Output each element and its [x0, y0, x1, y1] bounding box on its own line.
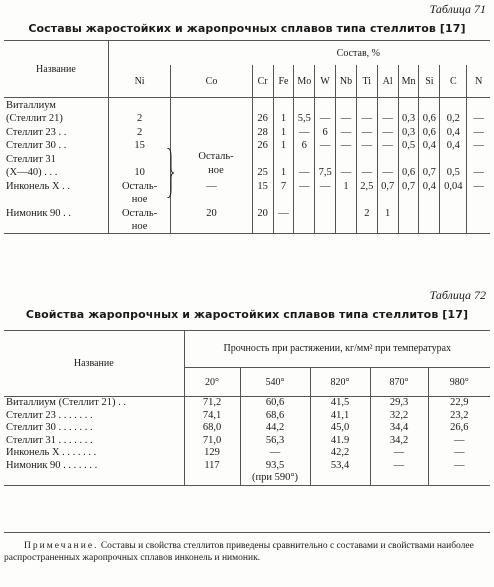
table-row [4, 98, 490, 112]
cell-si: 0,4 [419, 179, 440, 193]
cell-nb: — [336, 112, 357, 126]
element-header-ti: Ti [356, 65, 377, 98]
cell-cr: 26 [252, 112, 273, 126]
row-name: Инконель X . . . . . . . [6, 447, 97, 459]
cell-mn: 0,5 [398, 139, 419, 153]
footnote-540: (при 590°) [240, 472, 310, 485]
cell-co: — [171, 179, 252, 193]
cell-ni [108, 152, 171, 166]
cell-value: 29,3 [370, 397, 428, 410]
table-72-title: Свойства жаропрочных и жаростойких сплавов типа стеллитов [17] [25, 308, 469, 321]
element-header-fe: Fe [273, 65, 294, 98]
cell-ni [108, 98, 171, 112]
column-header-strength: Прочность при растяжении, кг/мм² при температурах [184, 331, 490, 368]
cell-mn: 0,3 [398, 112, 419, 126]
cell-fe: 1 [273, 139, 294, 153]
cell-al: 0,7 [377, 179, 398, 193]
table-row: ное [4, 220, 490, 234]
brace-icon [166, 148, 174, 198]
row-name: Стеллит 31 [6, 153, 56, 165]
cell-mo [294, 98, 315, 112]
cell-n [467, 152, 490, 166]
cell-c [440, 152, 467, 166]
row-name: (Стеллит 21) [6, 113, 63, 124]
cell-w [315, 98, 336, 112]
row-name: Стеллит 30 . . [6, 140, 67, 151]
cell-ni: 2 [108, 112, 171, 126]
cell-value: 56,3 [240, 435, 310, 448]
temp-header: 820° [310, 368, 370, 397]
cell-al: — [377, 112, 398, 126]
cell-ti: — [356, 125, 377, 139]
cell-value: 32,2 [370, 410, 428, 423]
note-text: Составы и свойства стеллитов приведены сравнительно с составами и свойствами наиболее распространенных жаропрочных сплавов инконель и нимоник. [4, 541, 474, 563]
cell-mo [294, 152, 315, 166]
cell-value: 23,2 [428, 410, 490, 423]
table-row [4, 125, 490, 139]
cell-value [184, 472, 240, 485]
cell-ni: Осталь- [108, 206, 171, 220]
cell-w: — [315, 179, 336, 193]
divider [4, 532, 490, 533]
cell-w [315, 206, 336, 220]
cell-fe [273, 98, 294, 112]
element-header-nb: Nb [336, 65, 357, 98]
element-header-co: Co [171, 65, 252, 98]
element-header-cr: Cr [252, 65, 273, 98]
cell-c: 0,04 [440, 179, 467, 193]
column-header-name: Название [4, 331, 184, 397]
cell-c: 0,4 [440, 125, 467, 139]
cell-c [440, 206, 467, 220]
table-row [4, 410, 490, 423]
cell-al: 1 [377, 206, 398, 220]
row-name: Стеллит 23 . . . . . . . [6, 409, 93, 421]
cell-value: 41,5 [310, 397, 370, 410]
cell-value: 60,6 [240, 397, 310, 410]
cell-fe [273, 152, 294, 166]
temp-header: 980° [428, 368, 490, 397]
table-row [4, 435, 490, 448]
cell-n: — [467, 139, 490, 153]
row-name: Виталлиум [6, 99, 56, 111]
cell-al: — [377, 139, 398, 153]
cell-c [440, 98, 467, 112]
table-row [4, 179, 490, 193]
temp-header: 540° [240, 368, 310, 397]
cell-value: 41,1 [310, 410, 370, 423]
cell-n [467, 206, 490, 220]
cell-ni: 10 [108, 166, 171, 180]
cell-value: 71,2 [184, 397, 240, 410]
cell-ti: — [356, 112, 377, 126]
cell-si: 0,7 [419, 166, 440, 180]
cell-value: 45,0 [310, 422, 370, 435]
cell-mn: 0,6 [398, 166, 419, 180]
cell-mo: — [294, 125, 315, 139]
cell-ti: 2,5 [356, 179, 377, 193]
cell-cr: 28 [252, 125, 273, 139]
cell-cr: 26 [252, 139, 273, 153]
cell-cr [252, 152, 273, 166]
cell-value: 34,2 [370, 435, 428, 448]
table-71-caption: Таблица 71 [429, 2, 486, 16]
cell-cr: 15 [252, 179, 273, 193]
cell-ni: Осталь- [108, 179, 171, 193]
cell-value [370, 472, 428, 485]
cell-c: 0,4 [440, 139, 467, 153]
table-row [4, 397, 490, 410]
cell-mo: 6 [294, 139, 315, 153]
cell-value: 26,6 [428, 422, 490, 435]
cell-fe: 7 [273, 179, 294, 193]
cell-cr [252, 98, 273, 112]
cell-al: — [377, 125, 398, 139]
cell-fe: 1 [273, 125, 294, 139]
cell-co [171, 125, 252, 139]
table-72-caption: Таблица 72 [429, 288, 486, 302]
cell-si: 0,6 [419, 112, 440, 126]
table-71 [4, 40, 490, 234]
column-header-name: Название [4, 41, 108, 98]
note-lead: Примечание. [24, 541, 99, 551]
cell-value: — [240, 447, 310, 460]
cell-mo: — [294, 166, 315, 180]
row-name: Нимоник 90 . . . . . . . [6, 459, 98, 471]
cell-value: — [428, 435, 490, 448]
cell-n: — [467, 125, 490, 139]
cell-value: — [370, 460, 428, 473]
cell-cr: 20 [252, 206, 273, 220]
cell-mo [294, 206, 315, 220]
cell-value: — [370, 447, 428, 460]
element-header-mo: Mo [294, 65, 315, 98]
cell-nb: — [336, 166, 357, 180]
cell-value: 129 [184, 447, 240, 460]
cell-value: 42,2 [310, 447, 370, 460]
cell-mn [398, 152, 419, 166]
co-remainder-label: Осталь- ное [198, 151, 234, 176]
cell-n: — [467, 112, 490, 126]
cell-n [467, 98, 490, 112]
cell-value: 117 [184, 460, 240, 473]
cell-mn [398, 206, 419, 220]
cell-mo: — [294, 179, 315, 193]
row-name: (X—40) . . . [6, 167, 58, 178]
table-row [4, 460, 490, 473]
table-72 [4, 330, 490, 486]
row-name: Инконель X . . [6, 180, 71, 192]
cell-co: 20 [171, 206, 252, 220]
row-name: Стеллит 30 . . . . . . . [6, 422, 93, 434]
table-row [4, 472, 490, 485]
cell-nb [336, 98, 357, 112]
cell-ti: 2 [356, 206, 377, 220]
cell-nb [336, 152, 357, 166]
cell-value: 71,0 [184, 435, 240, 448]
cell-nb: — [336, 139, 357, 153]
cell-mo: 5,5 [294, 112, 315, 126]
cell-si [419, 152, 440, 166]
element-header-al: Al [377, 65, 398, 98]
cell-al: — [377, 166, 398, 180]
cell-ti [356, 98, 377, 112]
temp-header: 870° [370, 368, 428, 397]
table-row [4, 422, 490, 435]
cell-value: 44,2 [240, 422, 310, 435]
cell-nb [336, 206, 357, 220]
cell-cr: 25 [252, 166, 273, 180]
row-name: Стеллит 31 . . . . . . . [6, 434, 93, 446]
cell-mn [398, 98, 419, 112]
cell-al [377, 98, 398, 112]
cell-si [419, 206, 440, 220]
cell-w: 6 [315, 125, 336, 139]
row-name: Стеллит 23 . . [6, 126, 67, 138]
cell-value: 34,4 [370, 422, 428, 435]
table-row [4, 112, 490, 126]
cell-fe: 1 [273, 166, 294, 180]
cell-fe: 1 [273, 112, 294, 126]
table-row: ное [4, 193, 490, 207]
cell-ti: — [356, 139, 377, 153]
cell-ti [356, 152, 377, 166]
cell-n: — [467, 179, 490, 193]
cell-ti: — [356, 166, 377, 180]
cell-value: 93,5 [240, 460, 310, 473]
row-name: Нимоник 90 . . [6, 207, 72, 219]
cell-value [310, 472, 370, 485]
cell-w: — [315, 139, 336, 153]
cell-al [377, 152, 398, 166]
cell-value: — [428, 460, 490, 473]
cell-value: 53,4 [310, 460, 370, 473]
element-header-ni: Ni [108, 65, 171, 98]
element-header-n: N [467, 65, 490, 98]
note [4, 540, 484, 564]
cell-co [171, 98, 252, 112]
cell-value: 68,0 [184, 422, 240, 435]
element-header-mn: Mn [398, 65, 419, 98]
cell-w: 7,5 [315, 166, 336, 180]
table-71-title: Составы жаростойких и жаропрочных сплавов типа стеллитов [17] [28, 22, 466, 35]
element-header-si: Si [419, 65, 440, 98]
cell-ni: 15 [108, 139, 171, 153]
row-name: Виталлиум (Стеллит 21) . . [6, 397, 126, 409]
cell-value [428, 472, 490, 485]
cell-c: 0,2 [440, 112, 467, 126]
cell-mn: 0,7 [398, 179, 419, 193]
cell-nb: — [336, 125, 357, 139]
temp-header: 20° [184, 368, 240, 397]
cell-nb: 1 [336, 179, 357, 193]
cell-value: 22,9 [428, 397, 490, 410]
cell-mn: 0,3 [398, 125, 419, 139]
table-row [4, 447, 490, 460]
table-row [4, 206, 490, 220]
cell-si: 0,6 [419, 125, 440, 139]
cell-ni: 2 [108, 125, 171, 139]
cell-value: — [428, 447, 490, 460]
cell-co [171, 112, 252, 126]
element-header-w: W [315, 65, 336, 98]
cell-c: 0,5 [440, 166, 467, 180]
cell-si [419, 98, 440, 112]
element-header-c: C [440, 65, 467, 98]
cell-si: 0,4 [419, 139, 440, 153]
cell-fe: — [273, 206, 294, 220]
cell-w: — [315, 112, 336, 126]
cell-w [315, 152, 336, 166]
cell-value: 68,6 [240, 410, 310, 423]
column-header-composition: Состав, % [108, 41, 490, 66]
cell-value: 74,1 [184, 410, 240, 423]
cell-n: — [467, 166, 490, 180]
cell-value: 41.9 [310, 435, 370, 448]
